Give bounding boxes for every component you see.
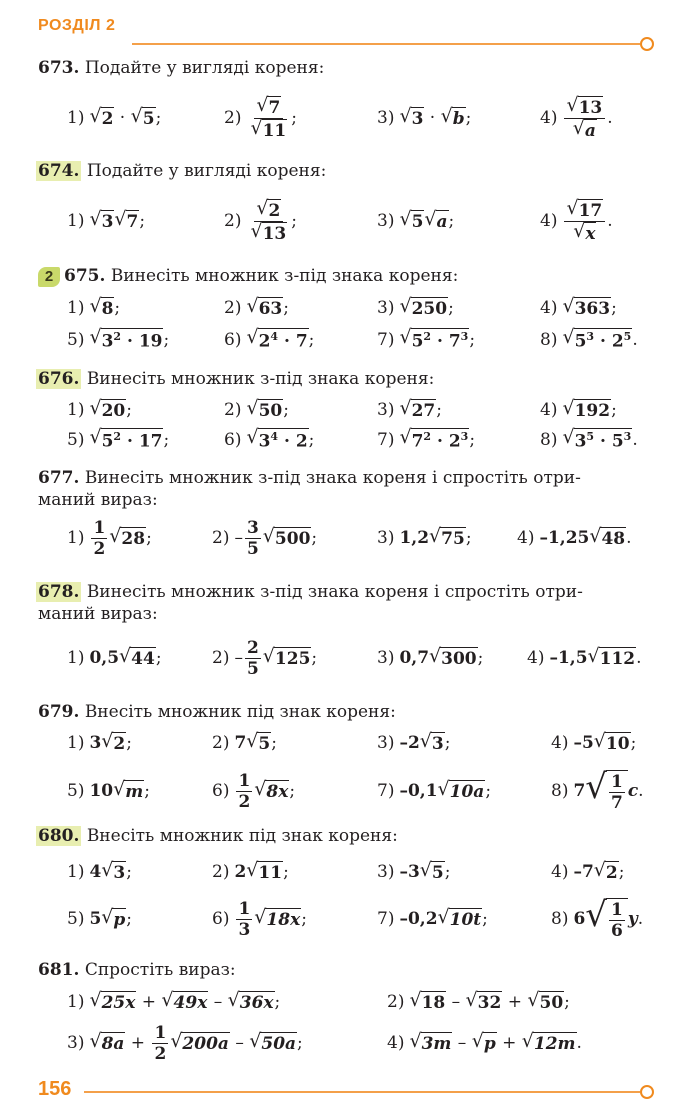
task-679: 679. Внесіть множник під знак кореня: — [38, 702, 396, 722]
task-677-cont: маний вираз: — [38, 490, 158, 510]
difficulty-badge: 2 — [38, 267, 60, 287]
header-rule — [132, 43, 640, 45]
section-header: РОЗДІЛ 2 — [38, 17, 116, 34]
footer-rule — [84, 1091, 640, 1093]
task-680-items-b: 5) 5 √ p ; 6) $\frac{1}{3}$ √ 18x ; 7) –0,2 √ 10t ; 8) 6 √ $\frac{1}{6}$ y . — [67, 894, 644, 941]
task-678: 678. Винесіть множник з-під знака кореня і спростіть отри- — [38, 582, 583, 602]
task-677: 677. Винесіть множник з-під знака кореня і спростіть отри- — [38, 468, 581, 488]
task-679-items-a: 1) 3 √ 2 ; 2) 7 √ 5 ; 3) –2 √ 3 ; 4) –5 √ 10 ; — [67, 730, 637, 754]
task-679-items-b: 5) 10 √ m ; 6) $\frac{1}{2}$ √ 8x ; 7) –0,1 √ 10a ; 8) 7 √ $\frac{1}{7}$ c . — [67, 766, 644, 813]
task-681: 681. Спростіть вираз: — [38, 960, 236, 980]
task-675: 2 675. Винесіть множник з-під знака кореня: — [38, 266, 458, 287]
task-680: 680. Внесіть множник під знак кореня: — [38, 826, 398, 846]
task-681-items-b: 3) √ 8a + $\frac{1}{2}$ √ 200a – √ 50a ; 4) √ 3m – √ p + √ 12m . — [67, 1022, 582, 1064]
task-673: 673. Подайте у вигляді кореня: — [38, 58, 325, 78]
task-675-items-b: 5) √ $3^2 \cdot 19$ ; 6) √ $2^4 \cdot 7$ ; 7) √ $5^2 \cdot 7^3$ ; 8) √ $5^3 \cdot 2^5$ . — [67, 326, 638, 352]
task-678-items: 1) 0,5 √ 44 ; 2) – $\frac{2}{5}$ √ 125 ; 3) 0,7 √ 300 ; 4) –1,5 √ 112 . — [67, 637, 642, 679]
task-678-cont: маний вираз: — [38, 604, 158, 624]
task-676: 676. Винесіть множник з-під знака кореня: — [38, 369, 435, 389]
task-676-items-b: 5) √ $5^2 \cdot 17$ ; 6) √ $3^4 \cdot 2$ ; 7) √ $7^2 \cdot 2^3$ ; 8) √ $3^5 \cdot 5^3$ . — [67, 426, 638, 452]
task-676-items-a: 1) √ 20 ; 2) √ 50 ; 3) √ 27 ; 4) √ 192 ; — [67, 397, 617, 421]
page-number: 156 — [38, 1078, 72, 1100]
task-677-items: 1) $\frac{1}{2}$ √ 28 ; 2) – $\frac{3}{5}$ √ 500 ; 3) 1,2 √ 75 ; 4) –1,25 √ 48 . — [67, 517, 632, 559]
header-rule-dot — [640, 37, 654, 51]
task-673-items: 1) √ 2 · √ 5 ; 2) √ 7 √ 11 ; 3) √ 3 · √ b ; 4) √ 13 √ a . — [67, 93, 613, 141]
task-674: 674. Подайте у вигляді кореня: — [38, 161, 327, 181]
task-674-items: 1) √ 3 √ 7 ; 2) √ 2 √ 13 ; 3) √ 5 √ a ; 4) √ 17 √ x . — [67, 196, 613, 244]
task-675-items-a: 1) √ 8 ; 2) √ 63 ; 3) √ 250 ; 4) √ 363 ; — [67, 295, 617, 319]
footer-rule-dot — [640, 1085, 654, 1099]
task-680-items-a: 1) 4 √ 3 ; 2) 2 √ 11 ; 3) –3 √ 5 ; 4) –7 √ 2 ; — [67, 859, 625, 883]
task-681-items-a: 1) √ 25x + √ 49x – √ 36x ; 2) √ 18 – √ 32 + √ 50 ; — [67, 989, 570, 1013]
